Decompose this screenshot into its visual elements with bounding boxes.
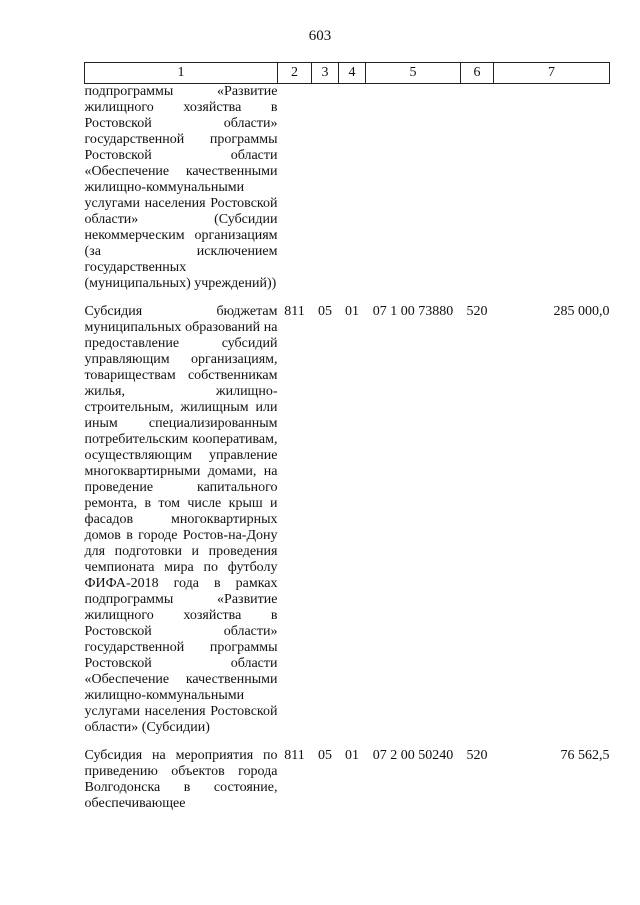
row-section-code: 05 <box>318 748 332 763</box>
column-header-6: 6 <box>461 63 494 84</box>
column-header-7: 7 <box>494 63 610 84</box>
table-row <box>85 748 610 812</box>
column-header-2: 2 <box>278 63 312 84</box>
row-spacer <box>85 292 610 304</box>
row-spacer <box>85 736 610 748</box>
budget-table <box>84 62 610 812</box>
row-target-article: 07 2 00 50240 <box>372 748 454 763</box>
table-header-row <box>85 63 610 84</box>
row-amount: 76 562,5 <box>560 748 610 763</box>
row-section-code: 05 <box>318 304 332 319</box>
table-row <box>85 304 610 736</box>
column-header-5: 5 <box>366 63 461 84</box>
row-section-code <box>312 84 339 293</box>
row-description: подпрограммы «Развитие жилищного хозяйства в Ростовской области» государственной программы Ростовской области «Обеспечение качественными жилищно-коммунальными услугами населения Ростовской области» (Субсидии некоммерческим организациям (за исключением государственных (муниципальных) учреждений)) <box>84 84 278 291</box>
row-amount <box>494 84 610 293</box>
row-ministry-code <box>278 84 312 293</box>
row-amount: 285 000,0 <box>553 304 610 319</box>
column-header-4: 4 <box>339 63 366 84</box>
row-expense-type: 520 <box>466 304 488 319</box>
row-target-article <box>366 84 461 293</box>
row-target-article: 07 1 00 73880 <box>372 304 454 319</box>
row-ministry-code: 811 <box>284 304 305 319</box>
page-number: 603 <box>308 28 332 44</box>
row-description: Субсидия на мероприятия по приведению объектов города Волгодонска в состояние, обеспечивающее <box>84 748 278 811</box>
table-row <box>85 84 610 293</box>
row-expense-type <box>461 84 494 293</box>
row-subsection-code <box>339 84 366 293</box>
row-subsection-code: 01 <box>345 304 359 319</box>
row-expense-type: 520 <box>466 748 488 763</box>
row-description: Субсидия бюджетам муниципальных образований на предоставление субсидий управляющим организациям, товариществам собственникам жилья, жилищно-строительным, жилищным или иным специализированным потребительским кооперативам, осуществляющим управление многоквартирными домами, на проведение капитального ремонта, в том числе крыш и фасадов многоквартирных домов в городе Ростов-на-Дону для подготовки и проведения чемпионата мира по футболу ФИФА-2018 года в рамках подпрограммы «Развитие жилищного хозяйства в Ростовской области» государственной программы Ростовской области «Обеспечение качественными жилищно-коммунальными услугами населения Ростовской области» (Субсидии) <box>84 304 278 735</box>
row-ministry-code: 811 <box>284 748 305 763</box>
column-header-3: 3 <box>312 63 339 84</box>
row-subsection-code: 01 <box>345 748 359 763</box>
column-header-1: 1 <box>85 63 278 84</box>
